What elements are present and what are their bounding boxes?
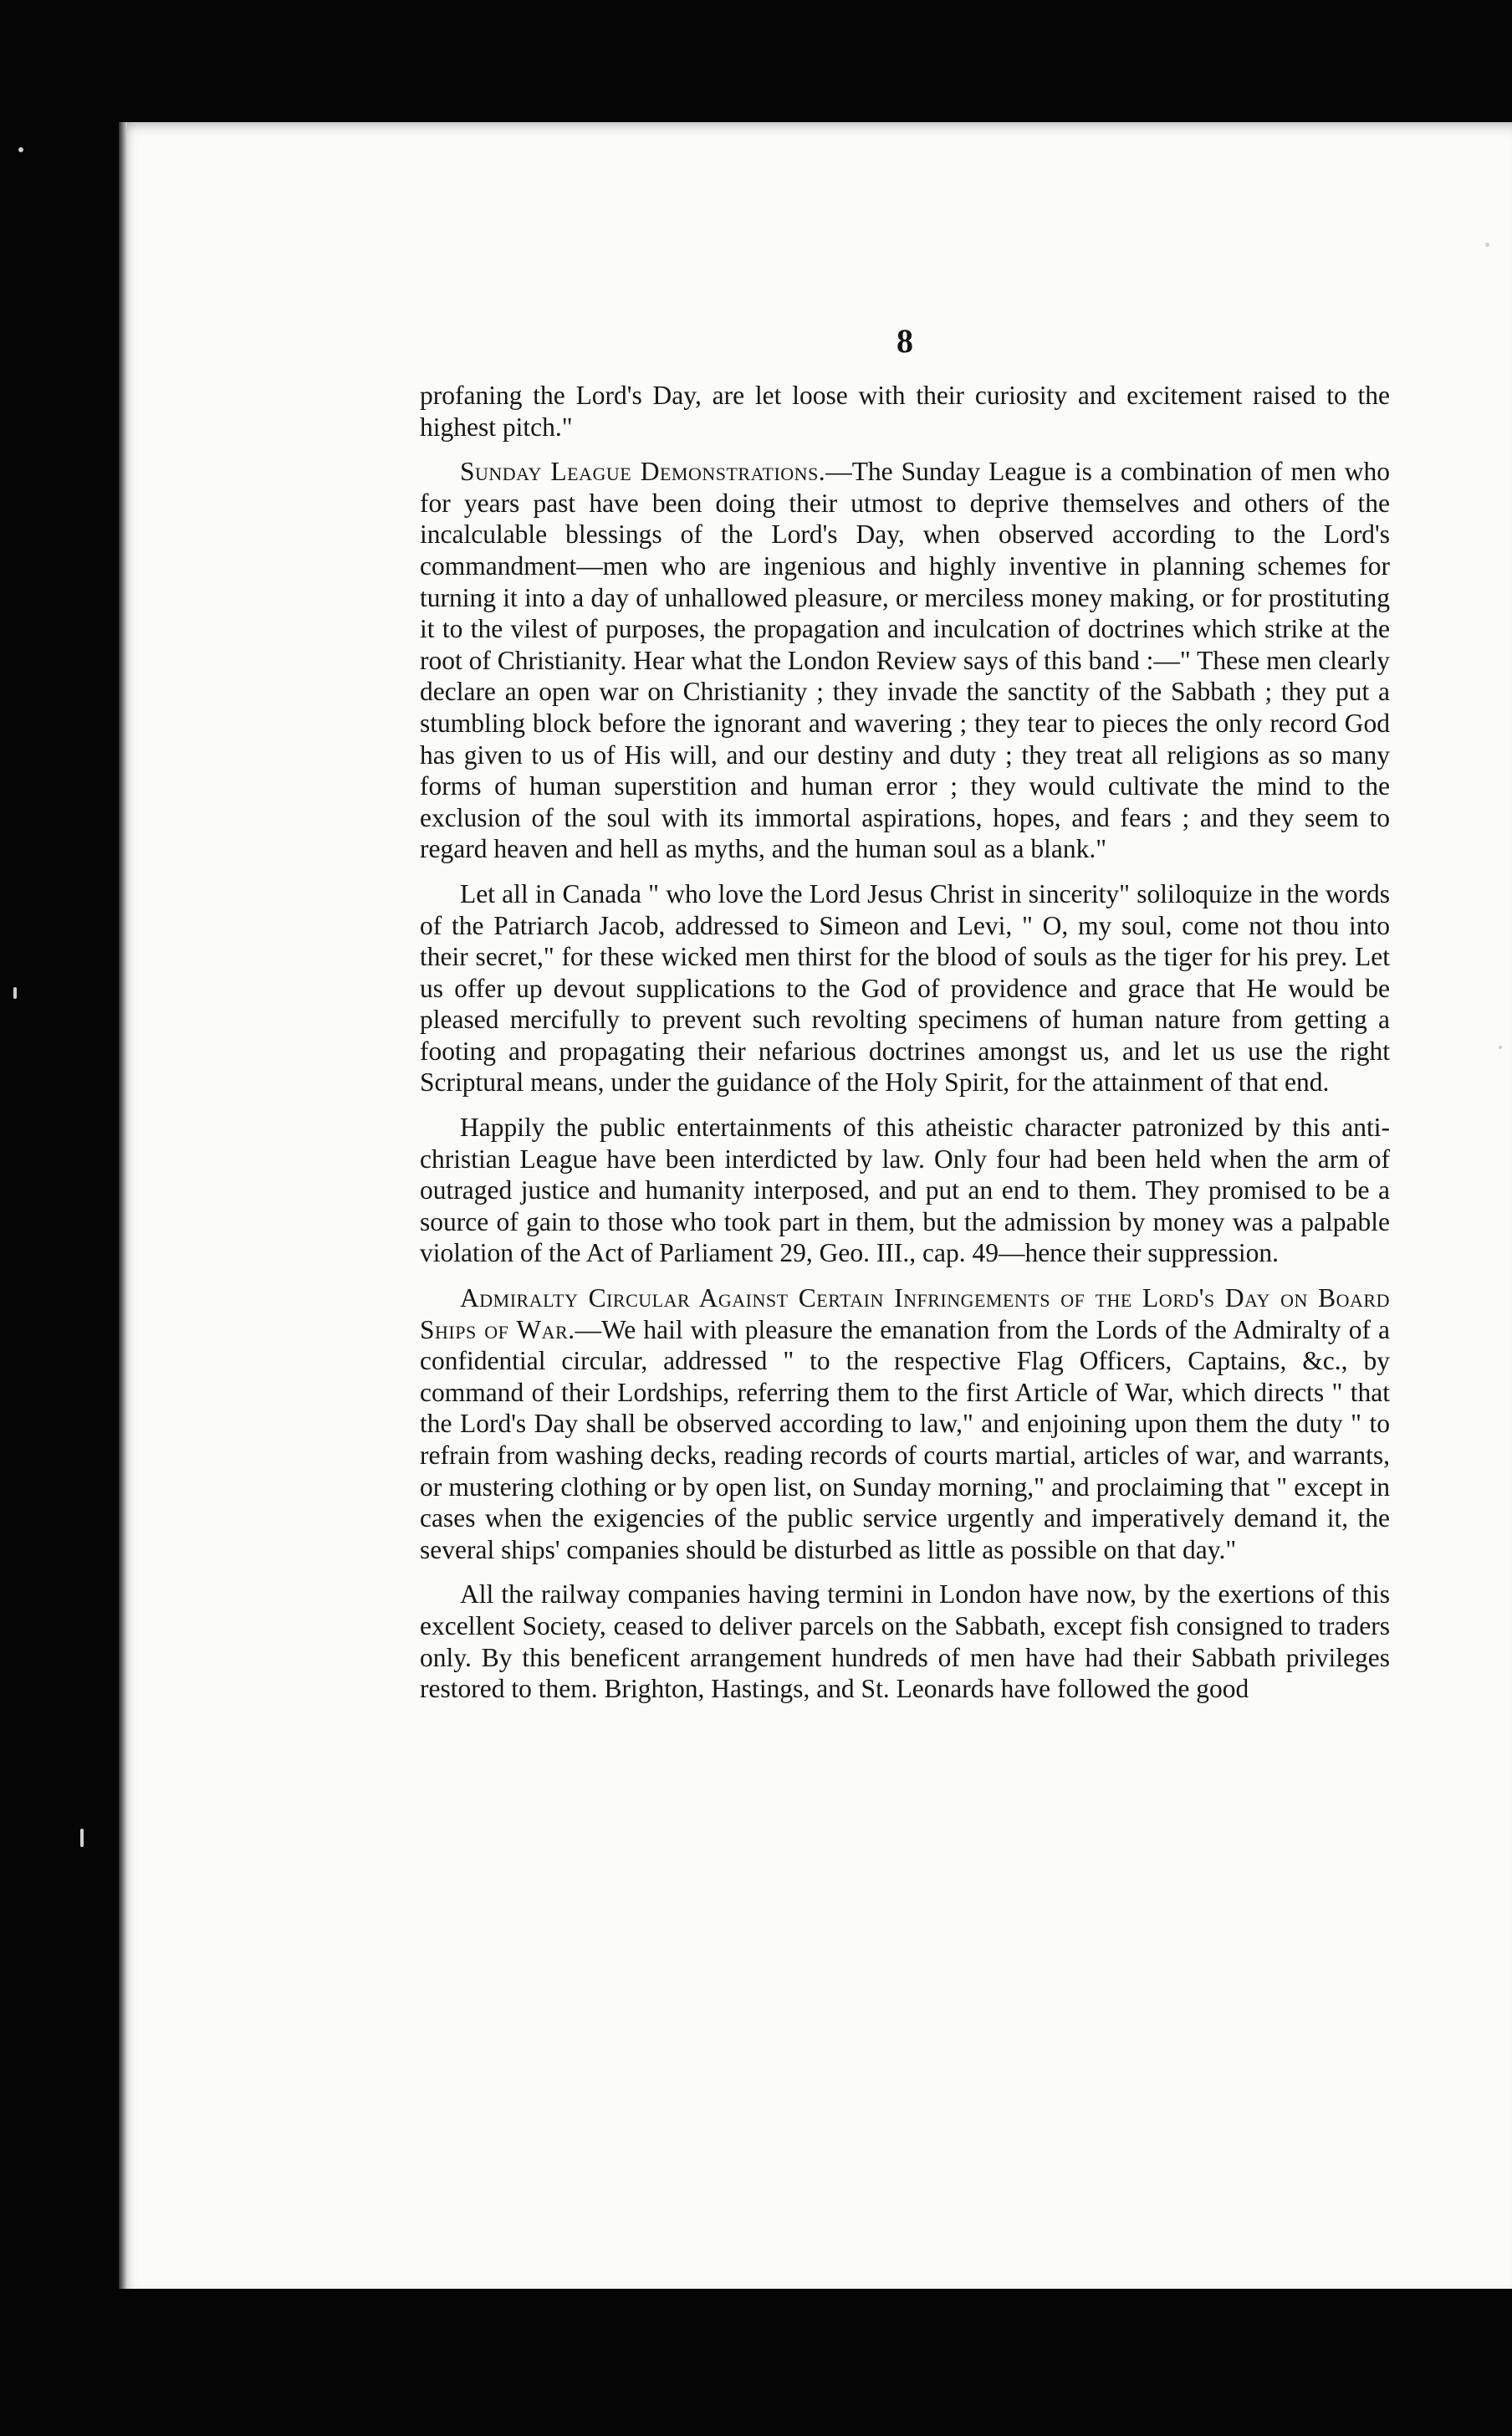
paragraph-railway bbox=[420, 1579, 1390, 1704]
paragraph-entertainments bbox=[420, 1112, 1390, 1269]
paragraph-text: —The Sunday League is a combination of men who for years past have been doing their utmost to deprive themselves and others of the incalculable blessings of the Lord's Day, when observed according to the Lord's commandment—men who are ingenious and highly inventive in planning schemes for turning it into a day of unhallowed pleasure, or merciless money making, or for prostituting it to the vilest of purposes, the propagation and inculcation of doctrines which strike at the root of Christianity. Hear what the London Review says of this band :—" These men clearly declare an open war on Christianity ; they invade the sanctity of the Sabbath ; they put a stumbling block before the ignorant and wavering ; they tear to pieces the only record God has given to us of His will, and our destiny and duty ; they treat all religions as so many forms of human superstition and human error ; they would cultivate the mind to the exclusion of the soul with its immortal aspirations, hopes, and fears ; and they seem to regard heaven and hell as myths, and the human soul as a blank." bbox=[420, 457, 1390, 864]
text-column bbox=[420, 322, 1390, 1718]
paragraph-sunday-league bbox=[420, 456, 1390, 865]
section-heading: Sunday League Demonstrations. bbox=[460, 457, 826, 487]
scan-speck bbox=[18, 147, 23, 152]
paragraph-admiralty bbox=[420, 1282, 1390, 1565]
paragraph-text: All the railway companies having termini in London have now, by the exertions of this excellent Society, ceased to deliver parcels on the Sabbath, except fish consigned to traders only. By this beneficent arrangement hundreds of men have had their Sabbath privileges restored to them. Brighton, Hastings, and St. Leonards have followed the good bbox=[420, 1579, 1390, 1704]
scan-speck bbox=[1499, 1046, 1502, 1049]
paragraph-text: Happily the public entertainments of this atheistic character patronized by this anti-christian League have been interdicted by law. Only four had been held when the arm of outraged justice and humanity interposed, and put an end to them. They promised to be a source of gain to those who took part in them, but the admission by money was a palpable violation of the Act of Parliament 29, Geo. III., cap. 49—hence their suppression. bbox=[420, 1113, 1390, 1268]
paragraph-text: Let all in Canada " who love the Lord Jesus Christ in sincerity" soliloquize in the words of the Patriarch Jacob, addressed to Simeon and Levi, " O, my soul, come not thou into their secret," for these wicked men thirst for the blood of souls as the tiger for his prey. Let us offer up devout supplications to the God of providence and grace that He would be pleased mercifully to prevent such revolting specimens of human nature from getting a footing and propagating their nefarious doctrines amongst us, and let us use the right Scriptural means, under the guidance of the Holy Spirit, for the attainment of that end. bbox=[420, 878, 1390, 1098]
page-edge-shadow bbox=[119, 122, 127, 2289]
paragraph-text: profaning the Lord's Day, are let loose with their curiosity and excitement raised to the highest pitch." bbox=[420, 381, 1390, 442]
paragraph-text: —We hail with pleasure the emanation from the Lords of the Admiralty of a confidential circular, addressed " to the respective Flag Officers, Captains, &c., by command of their Lordships, referring them to the first Article of War, which directs " that the Lord's Day shall be observed according to law," and enjoining upon them the duty " to refrain from washing decks, reading records of courts martial, articles of war, and warrants, or mustering clothing or by open list, on Sunday morning," and proclaiming that " except in cases when the exigencies of the public service urgently and imperatively demand it, the several ships' companies should be disturbed as little as possible on that day." bbox=[420, 1314, 1390, 1564]
scan-speck bbox=[1485, 243, 1489, 247]
scan-speck bbox=[13, 987, 17, 999]
page-number: 8 bbox=[896, 322, 913, 360]
paragraph-continuation bbox=[420, 380, 1390, 443]
scan-speck bbox=[80, 1829, 84, 1847]
paragraph-canada bbox=[420, 878, 1390, 1098]
section-heading: Admiralty Circular Against Certain Infringements of the Lord's Day on Board Ships of War. bbox=[420, 1283, 1390, 1344]
